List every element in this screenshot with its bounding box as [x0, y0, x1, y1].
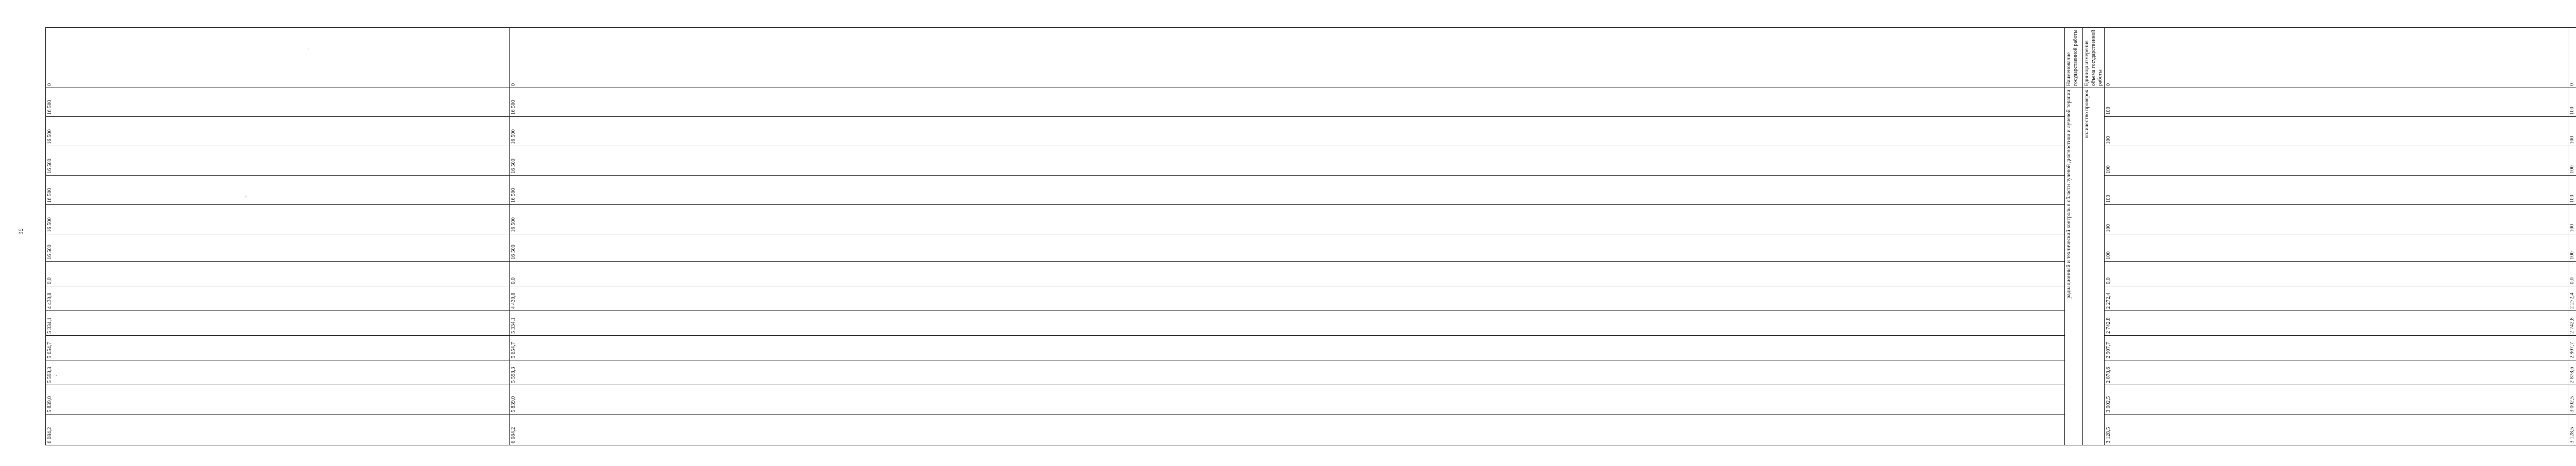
- value-cell: 2 878,6: [2568, 360, 2576, 385]
- value-cell: 3 128,5: [2105, 415, 2568, 445]
- value-cell: 2 878,6: [2105, 360, 2568, 385]
- value-cell: 100: [2568, 88, 2576, 117]
- value-cell: 4 430,8: [46, 286, 510, 311]
- value-cell: 16 500: [510, 117, 2065, 146]
- value-cell: 3 002,5: [2568, 385, 2576, 415]
- value-cell: 5 598,3: [46, 360, 510, 385]
- value-cell: 100: [2105, 117, 2568, 146]
- value-cell: 100: [2568, 176, 2576, 205]
- value-cell: 16 500: [46, 117, 510, 146]
- page-number: 56: [17, 228, 25, 235]
- value-cell: 16 500: [510, 176, 2065, 205]
- value-cell: 16 500: [46, 176, 510, 205]
- value-cell: 100: [2105, 146, 2568, 176]
- value-cell: 5 654,7: [510, 336, 2065, 360]
- value-cell: 2 742,8: [2568, 311, 2576, 336]
- scan-mark: ·: [308, 46, 310, 51]
- table-row: [2083, 28, 2105, 445]
- table-row: [2568, 28, 2576, 445]
- row-name-cell: Наименование государственной работы: [2065, 28, 2083, 88]
- value-cell: 6 084,2: [510, 415, 2065, 445]
- value-cell: 16 500: [46, 234, 510, 262]
- value-cell: 16 500: [510, 146, 2065, 176]
- span-cell: радиационный и технический контроль в области лучевой диагностики и лучевой терапии: [2065, 88, 2083, 445]
- value-cell: 100: [2568, 234, 2576, 262]
- value-cell: 5 839,0: [46, 385, 510, 415]
- value-cell: 16 500: [510, 88, 2065, 117]
- value-cell: 2 907,7: [2105, 336, 2568, 360]
- value-cell: 100: [2568, 205, 2576, 234]
- table-body: [46, 28, 2576, 445]
- value-cell: 2 272,4: [2105, 286, 2568, 311]
- value-cell: 5 839,0: [510, 385, 2065, 415]
- value-cell: 4 430,8: [510, 286, 2065, 311]
- value-cell: 16 500: [46, 205, 510, 234]
- rotated-table-frame: [45, 28, 2575, 445]
- value-cell: 100: [2568, 146, 2576, 176]
- value-cell: 5 598,3: [510, 360, 2065, 385]
- scan-mark: ·: [56, 373, 57, 378]
- row-name-cell: Единица измерения объема государственной работы: [2083, 28, 2105, 88]
- value-cell: 16 500: [510, 205, 2065, 234]
- span-cell: количество проверок: [2083, 88, 2105, 445]
- value-cell: 0: [510, 28, 2065, 88]
- value-cell: 0: [46, 28, 510, 88]
- value-cell: 2 907,7: [2568, 336, 2576, 360]
- table-row: [46, 28, 510, 445]
- value-cell: 100: [2105, 205, 2568, 234]
- value-cell: 100: [2568, 117, 2576, 146]
- value-cell: 0,0: [2568, 262, 2576, 286]
- value-cell: 0: [2568, 28, 2576, 88]
- value-cell: 16 500: [46, 88, 510, 117]
- value-cell: 0,0: [510, 262, 2065, 286]
- value-cell: 5 654,7: [46, 336, 510, 360]
- value-cell: 0: [2105, 28, 2568, 88]
- value-cell: 16 500: [46, 146, 510, 176]
- value-cell: 100: [2105, 234, 2568, 262]
- table-row: [2105, 28, 2568, 445]
- value-cell: 100: [2105, 176, 2568, 205]
- table-row: [510, 28, 2065, 445]
- value-cell: 2 742,8: [2105, 311, 2568, 336]
- scan-mark: ‹: [245, 194, 247, 199]
- value-cell: 2 272,4: [2568, 286, 2576, 311]
- value-cell: 0,0: [46, 262, 510, 286]
- value-cell: 5 334,1: [510, 311, 2065, 336]
- table-row: [2065, 28, 2083, 445]
- value-cell: 100: [2105, 88, 2568, 117]
- value-cell: 0,0: [2105, 262, 2568, 286]
- value-cell: 3 128,5: [2568, 415, 2576, 445]
- value-cell: 5 334,1: [46, 311, 510, 336]
- value-cell: 3 002,5: [2105, 385, 2568, 415]
- value-cell: 16 500: [510, 234, 2065, 262]
- value-cell: 6 084,2: [46, 415, 510, 445]
- budget-table: [45, 27, 2576, 445]
